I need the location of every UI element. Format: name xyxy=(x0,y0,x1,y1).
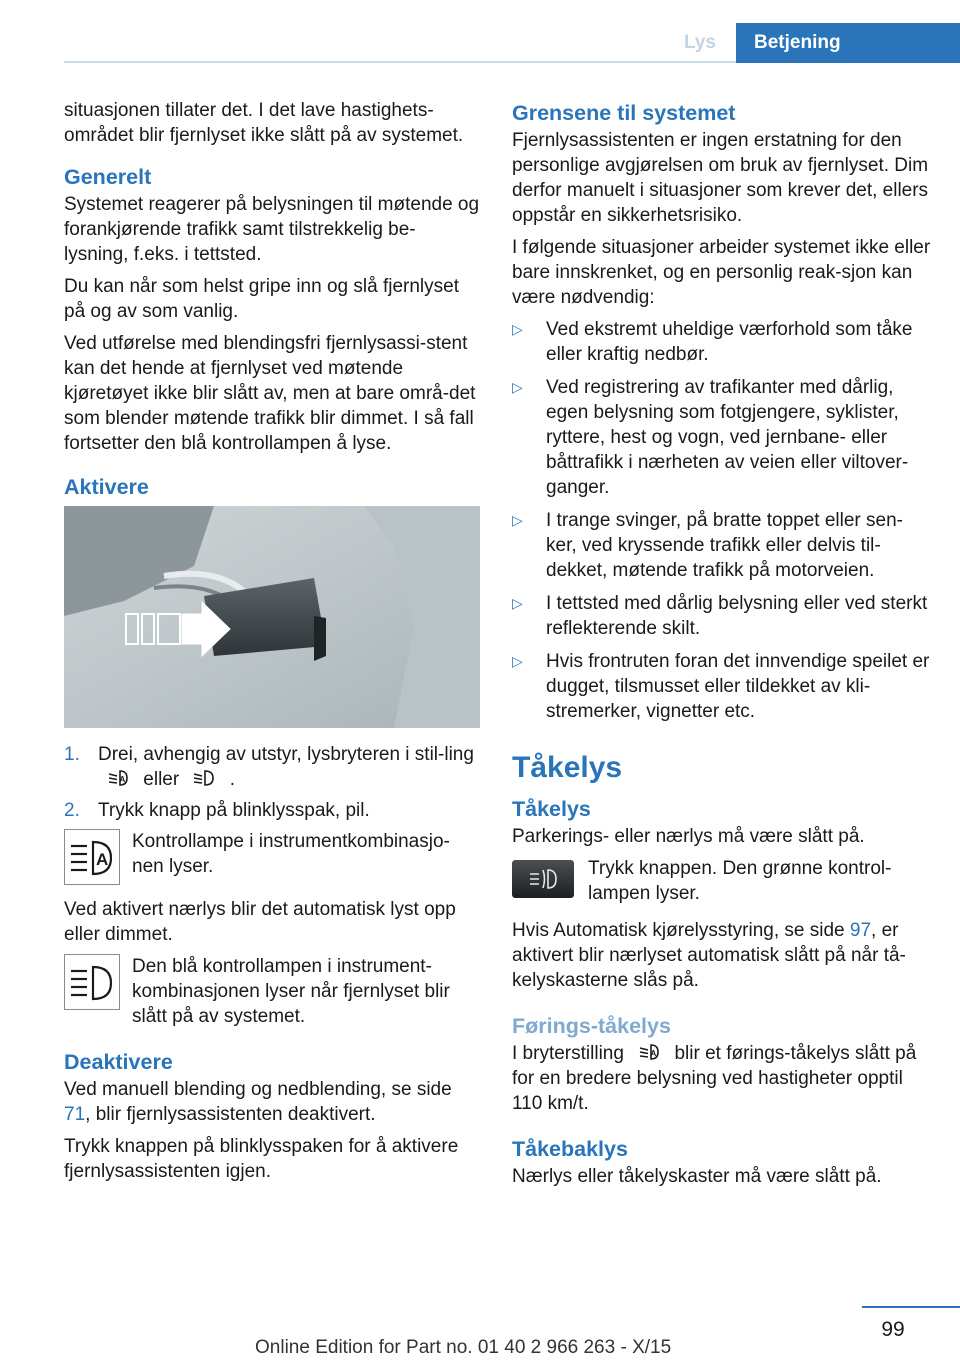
step-text xyxy=(98,742,480,792)
list-item xyxy=(512,649,932,724)
header-section-lys: Lys xyxy=(683,32,717,53)
auto-headlight-icon xyxy=(637,1041,661,1063)
page-link-97[interactable]: 97 xyxy=(849,920,872,941)
list-item xyxy=(512,317,932,367)
heading-aktivere: Aktivere xyxy=(64,475,149,499)
text-part: , er aktivert blir nærlyset automatisk slått på når tå-kelyskasterne slås på. xyxy=(512,920,906,991)
step-number: 1. xyxy=(64,744,80,765)
triangle-bullet-icon: ▷ xyxy=(512,653,523,669)
step-text: Trykk knapp på blinklysspak, pil. xyxy=(98,800,370,821)
list-item-text: Hvis frontruten foran det innvendige speilet er dugget, tilsmusset eller tildekket av kli-stremerker, vignetter etc. xyxy=(546,651,930,722)
activation-steps xyxy=(64,742,480,823)
grensene-paragraph-2: I følgende situasjoner arbeider systemet ikke eller bare innskrenket, og en personlig reak-sjon kan være nødvendig: xyxy=(512,237,931,308)
takebaklys-paragraph: Nærlys eller tåkelyskaster må være slått på. xyxy=(512,1166,882,1187)
intro-paragraph: situasjonen tillater det. I det lave hastighets-området blir fjernlyset ikke slått på av systemet. xyxy=(64,100,464,146)
text-part: Hvis Automatisk kjørelysstyring, se side xyxy=(512,920,845,941)
turn-signal-lever-photo xyxy=(64,506,480,728)
fog-button-row xyxy=(512,856,932,906)
svg-text:A: A xyxy=(119,775,126,784)
step-1 xyxy=(64,742,480,792)
indicator-row-high-beam xyxy=(64,954,480,1029)
list-item xyxy=(512,508,932,583)
list-item-text: Ved registrering av trafikanter med dårlig, egen belysning som fotgjengere, syklister, ryttere, hest og vogn, ved jernbane- eller båttrafikk i nærheten av veien eller viltover-ganger. xyxy=(546,377,909,498)
text-part: , blir fjernlysassistenten deaktivert. xyxy=(85,1104,376,1125)
footer-rule xyxy=(862,1306,960,1308)
svg-text:A: A xyxy=(650,1049,657,1058)
list-item-text: I tettsted med dårlig belysning eller ved sterkt reflekterende skilt. xyxy=(546,593,928,639)
heading-forings-takelys: Førings-tåkelys xyxy=(512,1014,671,1038)
heading-takelys: Tåkelys xyxy=(512,797,591,821)
high-beam-indicator-icon xyxy=(64,954,120,1010)
step-text-part: eller xyxy=(143,769,180,790)
left-column xyxy=(64,98,480,1191)
generelt-paragraph-1: Systemet reagerer på belysningen til møtende og forankjørende trafikk samt tilstrekkelig be-lysning, f.eks. i tettsted. xyxy=(64,194,480,265)
triangle-bullet-icon: ▷ xyxy=(512,321,523,337)
text-part: I bryterstilling xyxy=(512,1043,624,1064)
step-text-part: . xyxy=(229,769,236,790)
fog-button-text: Trykk knappen. Den grønne kontrol-lampen lyser. xyxy=(588,858,892,904)
auto-high-beam-indicator-icon xyxy=(64,829,120,885)
step-number: 2. xyxy=(64,800,80,821)
svg-text:A: A xyxy=(96,850,109,869)
generelt-paragraph-3: Ved utførelse med blendingsfri fjernlysassi-stent kan det hende at fjernlyset ved møtende kjøretøyet ikke blir slått av, men at bare områ-det som blender møtende trafikk blir dimmet. I så fall fortsetter den blå kontrollampen å lyse. xyxy=(64,333,476,454)
auto-headlight-icon xyxy=(106,767,130,789)
grensene-paragraph-1: Fjernlysassistenten er ingen erstatning for den personlige avgjørelsen om bruk av fjernlyset. Dim derfor manuelt i situasjoner som krever det, ellers oppstår en sikkerhetsrisiko. xyxy=(512,130,929,226)
page-number: 99 xyxy=(881,1318,905,1341)
section-title-takelys: Tåkelys xyxy=(512,751,623,784)
list-item-text: I trange svinger, på bratte toppet eller sen-ker, ved kryssende trafikk eller delvis til-dekket, møtende trafikk på motorveien. xyxy=(546,510,903,581)
limitation-list xyxy=(512,317,932,724)
edition-text: Online Edition for Part no. 01 40 2 966 263 - X/15 xyxy=(255,1337,672,1358)
takelys-paragraph-2 xyxy=(512,918,932,993)
auto-paragraph: Ved aktivert nærlys blir det automatisk lyst opp eller dimmet. xyxy=(64,899,456,945)
indicator-text-1: Kontrollampe i instrumentkombinasjo-nen lyser. xyxy=(132,831,450,877)
list-item xyxy=(512,375,932,500)
page-link-71[interactable]: 71 xyxy=(64,1104,86,1125)
indicator-text-2: Den blå kontrollampen i instrument-kombinasjonen lyser når fjernlyset blir slått på av systemet. xyxy=(132,956,450,1027)
page-footer xyxy=(0,1306,960,1362)
list-item xyxy=(512,591,932,641)
list-item-text: Ved ekstremt uheldige værforhold som tåke eller kraftig nedbør. xyxy=(546,319,913,365)
deaktivere-paragraph-1 xyxy=(64,1077,480,1127)
step-2 xyxy=(64,798,480,823)
heading-generelt: Generelt xyxy=(64,165,152,189)
triangle-bullet-icon: ▷ xyxy=(512,595,523,611)
heading-grensene: Grensene til systemet xyxy=(512,101,736,125)
right-column xyxy=(512,98,932,1196)
low-beam-icon xyxy=(192,767,216,789)
heading-takebaklys: Tåkebaklys xyxy=(512,1137,628,1161)
forings-paragraph xyxy=(512,1041,932,1116)
triangle-bullet-icon: ▷ xyxy=(512,512,523,528)
indicator-row-auto-lamp xyxy=(64,829,480,885)
heading-deaktivere: Deaktivere xyxy=(64,1050,173,1074)
triangle-bullet-icon: ▷ xyxy=(512,379,523,395)
deaktivere-paragraph-2: Trykk knappen på blinklysspaken for å aktivere fjernlysassistenten igjen. xyxy=(64,1136,459,1182)
text-part: Ved manuell blending og nedblending, se side xyxy=(64,1079,452,1100)
fog-light-button-icon xyxy=(512,860,574,898)
header-chapter-betjening: Betjening xyxy=(736,23,960,63)
step-text-part: Drei, avhengig av utstyr, lysbryteren i stil-ling xyxy=(98,744,474,765)
text-part: blir et førings-tåkelys slått på for en bredere belysning ved hastigheter opptil 110 km/t. xyxy=(512,1043,917,1114)
takelys-paragraph-1: Parkerings- eller nærlys må være slått på. xyxy=(512,826,865,847)
generelt-paragraph-2: Du kan når som helst gripe inn og slå fjernlyset på og av som vanlig. xyxy=(64,276,459,322)
